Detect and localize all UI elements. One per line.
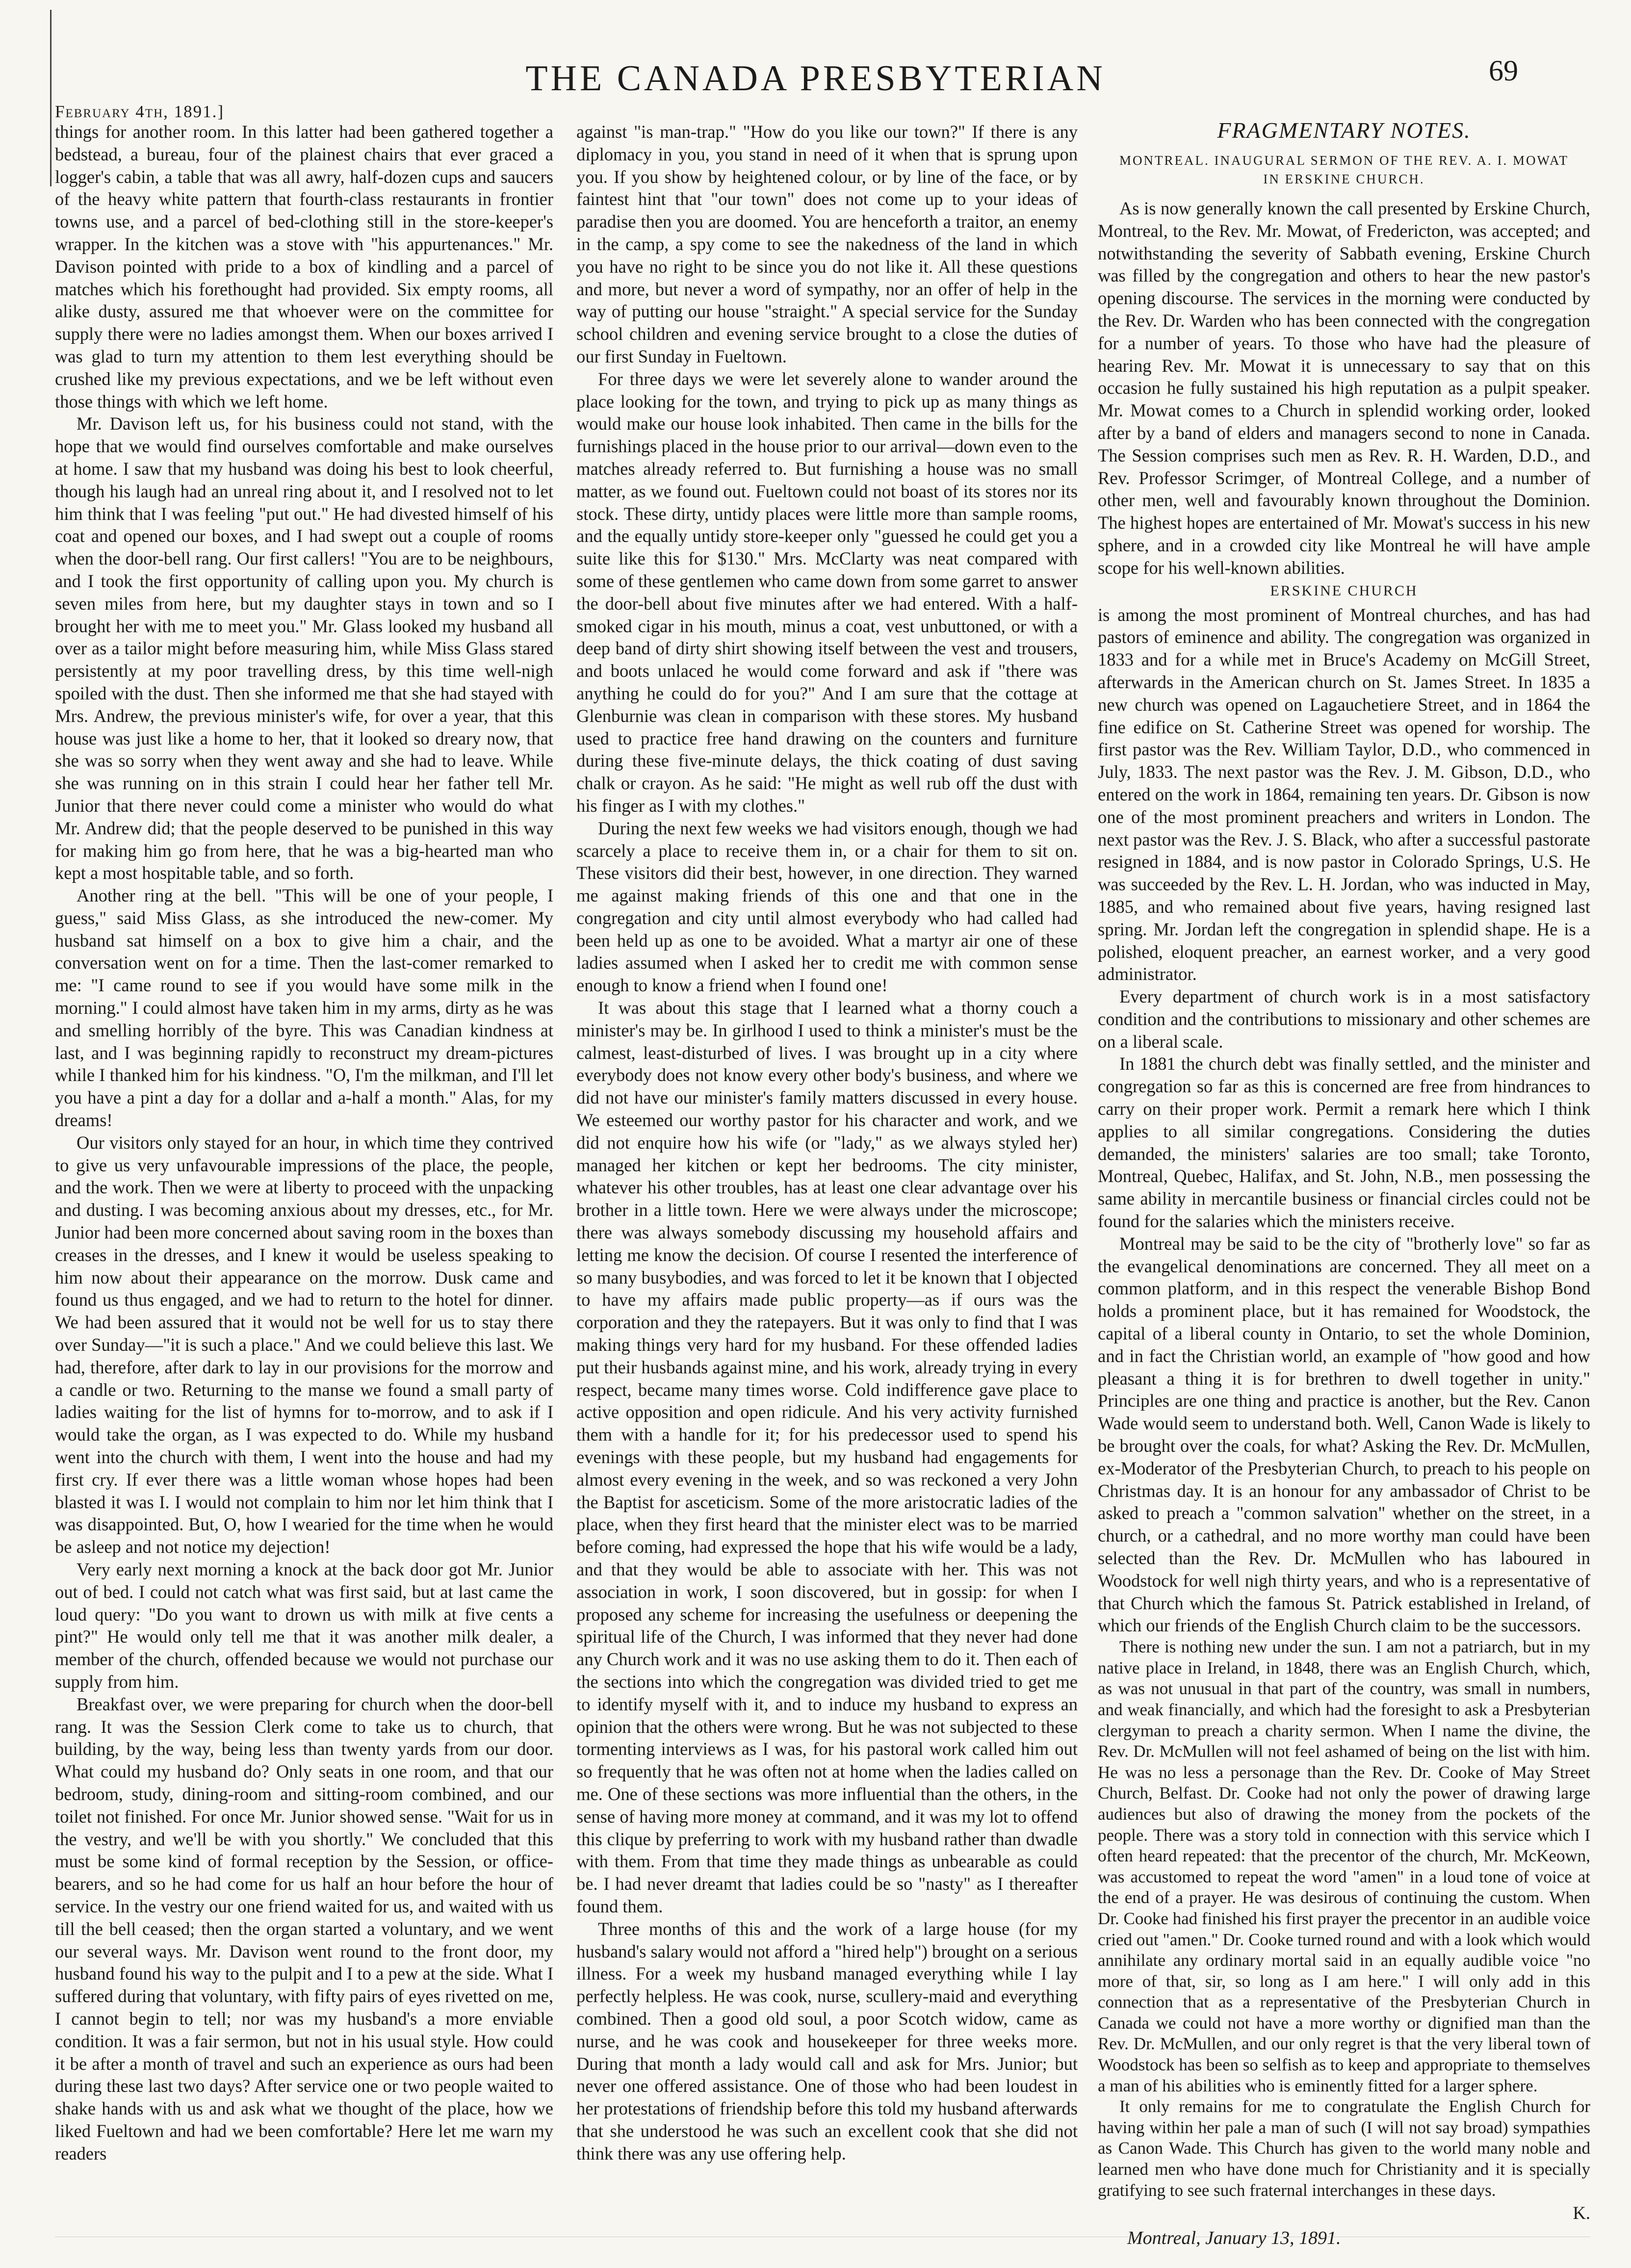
sub-section-title: ERSKINE CHURCH	[1270, 582, 1418, 599]
paragraph: In 1881 the church debt was finally settled, and the minister and congregation so far as this is concerned are free from hindrances to carry on their proper work. Permit a remark here which I think applies to all similar congregations. Considering the duties demanded, the ministers' salaries are too small; take Toronto, Montreal, Quebec, Halifax, and St. John, N.B., men possessing the same ability in mercantile business or financial circles could not be found for the salaries which the ministers receive.	[1098, 1054, 1590, 1232]
paragraph: Every department of church work is in a most satisfactory condition and the contributions to missionary and other schemes are on a liberal scale.	[1098, 986, 1590, 1052]
column-1	[55, 121, 553, 2230]
column-3	[1098, 118, 1590, 2249]
paragraph: Very early next morning a knock at the back door got Mr. Junior out of bed. I could not catch what was first said, but at last came the loud query: "Do you want to drown us with milk at five cents a pint?" He would only tell me that it was another milk dealer, a member of the church, offended because we would not purchase our supply from him.	[55, 1559, 553, 1692]
paragraph: Montreal may be said to be the city of "brotherly love" so far as the evangelical denominations are concerned. They all meet on a common platform, and in this respect the venerable Bishop Bond holds a prominent place, but it has remained for Woodstock, the capital of a liberal county in Ontario, to set the whole Dominion, and in fact the Christian world, an example of "how good and how pleasant a thing it is for brethren to dwell together in unity." Principles are one thing and practice is another, but the Rev. Canon Wade would seem to understand both. Well, Canon Wade is likely to be brought over the coals, for what? Asking the Rev. Dr. McMullen, ex-Moderator of the Presbyterian Church, to preach to his people on Christmas day. It is an honour for any ambassador of Christ to be asked to preach a "common salvation" whether on the street, in a church, or a cathedral, and no more worthy man could have been selected than the Rev. Dr. McMullen who has laboured in Woodstock for well nigh thirty years, and who is a representative of that Church which the famous St. Patrick established in Ireland, of which our friends of the English Church claim to be the successors.	[1098, 1233, 1590, 1636]
signature-line	[1098, 2202, 1590, 2224]
section-heading: FRAGMENTARY NOTES.	[1217, 118, 1471, 143]
paragraph: It was about this stage that I learned what a thorny couch a minister's may be. In girlhood I used to think a minister's must be the calmest, least-disturbed of lives. I was brought up in a city where everybody does not know every other body's business, and where we did not have our minister's family matters discussed in every house. We esteemed our worthy pastor for his character and work, and we did not enquire how his wife (or "lady," as we always styled her) managed her kitchen or kept her bedrooms. The city minister, whatever his other troubles, has at least one clear advantage over his brother in a little town. Here we were always under the microscope; there was always somebody discussing my household affairs and letting me know the decision. Of course I resented the interference of so many busybodies, and was forced to let it be known that I objected to have my affairs made public property—as if ours was the corporation and they the ratepayers. But it was only to find that I was making things very hard for my husband. For these offended ladies put their husbands against mine, and his work, already trying in every respect, became many times worse. Cold indifference gave place to active opposition and open ridicule. And his very activity furnished them with a handle for it; for his predecessor used to spend his evenings with these people, but my husband had engagements for almost every evening in the week, and so was reckoned a very John the Baptist for asceticism. Some of the more aristocratic ladies of the place, when they first heard that the minister elect was to be married before coming, had expressed the hope that his wife would be a lady, and that they would be able to associate with her. This was not association in work, I soon discovered, but in gossip: for when I proposed any scheme for increasing the usefulness or deepening the spiritual life of the Church, I was informed that they never had done any Church work and it was no use asking them to do it. Then each of the sections into which the congregation was divided tried to get me to identify myself with it, and to induce my husband to express an opinion that the others were wrong. But he was not subjected to these tormenting interviews as I was, for his pastoral work called him out so frequently that he was often not at home when the ladies called on me. One of these sections was more influential than the others, in the sense of having more money at command, and it was my lot to offend this clique by preferring to work with my husband rather than dwadle with them. From that time they made things as unbearable as could be. I had never dreamt that ladies could be so "nasty" as I thereafter found them.	[576, 998, 1078, 1916]
paragraph: is among the most prominent of Montreal churches, and has had pastors of eminence and ability. The congregation was organized in 1833 and for a while met in Bruce's Academy on McGill Street, afterwards in the American church on St. James Street. In 1835 a new church was opened on Lagauchetiere Street, and in 1864 the fine edifice on St. Catherine Street was opened for worship. The first pastor was the Rev. William Taylor, D.D., who commenced in July, 1833. The next pastor was the Rev. J. M. Gibson, D.D., who entered on the work in 1864, remaining ten years. Dr. Gibson is now one of the most prominent preachers and writers in London. The next pastor was the Rev. J. S. Black, who after a successful pastorate resigned in 1884, and is now pastor in Colorado Springs, U.S. He was succeeded by the Rev. L. H. Jordan, who was inducted in May, 1885, and who remained about five years, having resigned last spring. Mr. Jordan left the congregation in splendid shape. He is a polished, eloquent preacher, an earnest worker, and a very good administrator.	[1098, 604, 1590, 984]
issue-date: February 4th, 1891.]	[55, 102, 225, 121]
paragraph: It only remains for me to congratulate the English Church for having within her pale a man of such (I will not say broad) sympathies as Canon Wade. This Church has given to the world many noble and learned men who have done much for Christianity and it is specially gratifying to see such fraternal interchanges in these days.	[1098, 2097, 1590, 2200]
paragraph: Breakfast over, we were preparing for church when the door-bell rang. It was the Session Clerk come to take us to church, that building, by the way, being less than twenty yards from our door. What could my husband do? Only seats in one room, and that our bedroom, study, dining-room and sitting-room combined, and our toilet not finished. For once Mr. Junior showed sense. "Wait for us in the vestry, and we'll be with you shortly." We concluded that this must be some kind of formal reception by the Session, or office-bearers, and so he had come for us half an hour before the hour of service. In the vestry our one friend waited for us, and waited with us till the bell ceased; then the organ started a voluntary, and we went our several ways. Mr. Davison went round to the front door, my husband found his way to the pulpit and I to a pew at the side. What I suffered during that voluntary, with fifty pairs of eyes rivetted on me, I cannot begin to tell; nor was my husband's a more enviable condition. It was a fair sermon, but not in his usual style. How could it be after a month of travel and such an experience as ours had been during these last two days? After service one or two people waited to shake hands with us and ask what we thought of the place, how we liked Fueltown and had we been comfortable? Here let me warn my readers	[55, 1694, 553, 2164]
article-subheading: MONTREAL. INAUGURAL SERMON OF THE REV. A. I. MOWAT IN ERSKINE CHURCH.	[1119, 153, 1569, 186]
page-number: 69	[1489, 54, 1518, 87]
paragraph: Three months of this and the work of a large house (for my husband's salary would not afford a "hired help") brought on a serious illness. For a week my husband managed everything while I lay perfectly helpless. He was cook, nurse, scullery-maid and everything combined. Then a good old soul, a poor Scotch widow, came as nurse, and he was cook and housekeeper for three weeks more. During that month a lady would call and ask for Mrs. Junior; but never one offered assistance. One of those who had been loudest in her protestations of friendship before this told my husband afterwards that she understood he was such an excellent cook that she did not think there was any use offering help.	[576, 1918, 1078, 2164]
paragraph: Another ring at the bell. "This will be one of your people, I guess," said Miss Glass, as she introduced the new-comer. My husband sat himself on a box to give him a chair, and the conversation went on for a time. Then the last-comer remarked to me: "I came round to see if you would have some milk in the morning." I could almost have taken him in my arms, dirty as he was and smelling horribly of the byre. This was Canadian kindness at last, and I was beginning rapidly to reconstruct my dream-pictures while I thanked him for his kindness. "O, I'm the milkman, and I'll let you have a pint a day for a dollar and a-half a month." Alas, for my dreams!	[55, 885, 553, 1131]
paragraph: For three days we were let severely alone to wander around the place looking for the town, and trying to pick up as many things as would make our house look inhabited. Then came in the bills for the furnishings placed in the house prior to our arrival—down even to the matches already referred to. But furnishing a house was no small matter, as we found out. Fueltown could not boast of its stores nor its stock. These dirty, untidy places were little more than sample rooms, and the equally untidy store-keeper only "guessed he could get you a suite like this for $130." Mrs. McClarty was neat compared with some of these gentlemen who came down from some garret to answer the door-bell about five minutes after we had entered. With a half-smoked cigar in his mouth, minus a coat, vest unbuttoned, or with a deep band of dirty shirt showing itself between the vest and trousers, and boots unlaced he would come forward and ask if "there was anything he could do for you?" And I am sure that the cottage at Glenburnie was clean in comparison with these stores. My husband used to practice free hand drawing on the counters and furniture during these five-minute delays, the thick coating of dust saving chalk or crayon. As he said: "He might as well rub off the dust with his finger as I with my clothes."	[576, 368, 1078, 816]
paragraph: Our visitors only stayed for an hour, in which time they contrived to give us very unfavourable impressions of the place, the people, and the work. Then we were at liberty to proceed with the unpacking and dusting. I was becoming anxious about my dresses, etc., for Mr. Junior had been more concerned about saving room in the boxes than creases in the dresses, and I knew it would be useless speaking to him now about their appearance on the morrow. Dusk came and found us thus engaged, and we had to return to the hotel for dinner. We had been assured that it would not be well for us to stay there over Sunday—"it is such a place." And we could believe this last. We had, therefore, after dark to lay in our provisions for the morrow and a candle or two. Returning to the manse we found a small party of ladies waiting for the list of hymns for to-morrow, and to ask if I would take the organ, as I was expected to do. While my husband went into the church with them, I went into the house and had my first cry. If ever there was a little woman whose hopes had been blasted it was I. I would not complain to him nor let him think that I was disappointed. But, O, how I wearied for the time when he would be asleep and not notice my dejection!	[55, 1132, 553, 1557]
paragraph: against "is man-trap." "How do you like our town?" If there is any diplomacy in you, you stand in need of it when that is sprung upon you. If you show by heightened colour, or by line of the face, or by faintest hint that "our town" does not come up to your ideas of paradise then you are doomed. You are henceforth a traitor, an enemy in the camp, a spy come to see the nakedness of the land in which you have no right to be since you do not like it. All these questions and more, but never a word of sympathy, nor an offer of help in the way of putting our house "straight." A special service for the Sunday school children and evening service brought to a close the duties of our first Sunday in Fueltown.	[576, 122, 1078, 366]
masthead-title: THE CANADA PRESBYTERIAN	[525, 58, 1106, 99]
paragraph: During the next few weeks we had visitors enough, though we had scarcely a place to receive them in, or a chair for them to sit on. These visitors did their best, however, in one direction. They warned me against making friends of this one and that one in the congregation and city until almost everybody who had called had been held up as one to be avoided. What a martyr air one of these ladies assumed when I asked her to credit me with common sense enough to know a friend when I found one!	[576, 818, 1078, 996]
paragraph: As is now generally known the call presented by Erskine Church, Montreal, to the Rev. Mr. Mowat, of Fredericton, was accepted; and notwithstanding the severity of Sabbath evening, Erskine Church was filled by the congregation and others to hear the new pastor's opening discourse. The services in the morning were conducted by the Rev. Dr. Warden who has been connected with the congregation for a number of years. To those who have had the pleasure of hearing Rev. Mr. Mowat it is unnecessary to say that on this occasion he fully sustained his high reputation as a pulpit speaker. Mr. Mowat comes to a Church in splendid working order, looked after by a band of elders and managers second to none in Canada. The Session comprises such men as Rev. R. H. Warden, D.D., and Rev. Professor Scrimger, of Montreal College, and a number of other men, well and favourably known throughout the Dominion. The highest hopes are entertained of Mr. Mowat's success in his new sphere, and in a crowded city like Montreal he will have ample scope for his well-known abilities.	[1098, 198, 1590, 578]
author-initial: K.	[1573, 2203, 1590, 2223]
paragraph: things for another room. In this latter had been gathered together a bedstead, a bureau, four of the plainest chairs that ever graced a logger's cabin, a table that was all awry, half-dozen cups and saucers of the heavy white pattern that fourth-class restaurants in frontier towns use, and a parcel of bed-clothing still in the store-keeper's wrapper. In the kitchen was a stove with "his appurtenances." Mr. Davison pointed with pride to a box of kindling and a parcel of matches which his forethought had provided. Six empty rooms, all alike dusty, assured me that whoever were on the committee for supply there were no ladies amongst them. When our boxes arrived I was glad to turn my attention to them lest everything should be crushed like my previous expectations, and we be left without even those things with which we left home.	[55, 122, 553, 412]
column-2	[576, 121, 1078, 2230]
dateline: Montreal, January 13, 1891.	[1127, 2228, 1341, 2249]
paragraph: There is nothing new under the sun. I am not a patriarch, but in my native place in Ireland, in 1848, there was an English Church, which, as was not unusual in that part of the country, was small in numbers, and weak financially, and which had the foresight to ask a Presbyterian clergyman to preach a charity sermon. When I name the divine, the Rev. Dr. McMullen will not feel ashamed of being on the list with him. He was no less a personage than the Rev. Dr. Cooke of May Street Church, Belfast. Dr. Cooke had not only the power of drawing large audiences but also of drawing the money from the pockets of the people. There was a story told in connection with this service which I often heard repeated: that the precentor of the church, Mr. McKeown, was accustomed to repeat the word "amen" in a loud tone of voice at the end of a prayer. He was desirous of continuing the custom. When Dr. Cooke had finished his first prayer the precentor in an audible voice cried out "amen." Dr. Cooke turned round and with a look which would annihilate any ordinary mortal said in an equally audible voice "no more of that, sir, so long as I am here." I will only add in this connection that as a representative of the Presbyterian Church in Canada we could not have a more worthy or dignified man than the Rev. Dr. McMullen, and our only regret is that the very liberal town of Woodstock has been so selfish as to keep and appropriate to themselves a man of his abilities who is eminently fitted for a larger sphere.	[1098, 1637, 1590, 2095]
paragraph: Mr. Davison left us, for his business could not stand, with the hope that we would find ourselves comfortable and make ourselves at home. I saw that my husband was doing his best to look cheerful, though his laugh had an unreal ring about it, and I resolved not to let him think that I was feeling "put out." He had divested himself of his coat and opened our boxes, and I had swept out a couple of rooms when the door-bell rang. Our first callers! "You are to be neighbours, and I took the first opportunity of calling upon you. My church is seven miles from here, but my daughter stays in town and so I brought her with me to meet you." Mr. Glass looked my husband all over as a tailor might before measuring him, while Miss Glass stared persistently at my poor travelling dress, by this time well-nigh spoiled with the dust. Then she informed me that she had stayed with Mrs. Andrew, the previous minister's wife, for over a year, that this house was just like a home to her, that it looked so dreary now, that she was so sorry when they went away and she had to leave. While she was running on in this strain I could hear her father tell Mr. Junior that there never could come a minister who would do what Mr. Andrew did; that the people deserved to be punished in this way for making him go from here, that he was a big-hearted man who kept a most hospitable table, and so forth.	[55, 413, 553, 883]
